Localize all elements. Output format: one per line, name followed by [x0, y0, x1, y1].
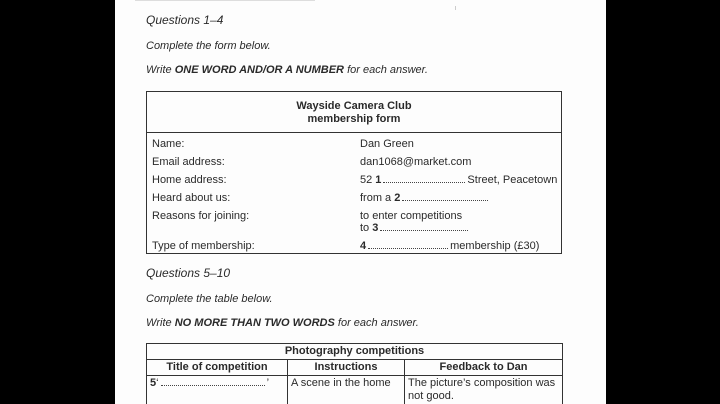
word-limit-prefix: Write	[146, 64, 175, 76]
answer-blank-3[interactable]	[380, 222, 468, 231]
table-row	[147, 376, 563, 404]
col-header-feedback: Feedback to Dan	[405, 360, 563, 376]
col-header-title: Title of competition	[147, 360, 288, 376]
reasons-value-line2	[360, 222, 470, 234]
worksheet-page	[115, 0, 606, 404]
answer-blank-5[interactable]	[161, 377, 265, 386]
table-caption-row	[147, 344, 563, 360]
email-value: dan1068@market.com	[360, 156, 472, 168]
home-address-label: Home address:	[152, 174, 227, 186]
word-limit-prefix: Write	[146, 317, 175, 329]
question-number-2: 2	[394, 192, 401, 204]
question-number-5: 5	[150, 377, 157, 389]
form-divider	[147, 132, 561, 133]
table-header-row	[147, 360, 563, 376]
name-value: Dan Green	[360, 138, 414, 150]
membership-type-value	[360, 240, 539, 252]
part2-instruction: Complete the table below.	[146, 293, 273, 305]
scan-mark	[455, 6, 456, 10]
address-street: Street, Peacetown	[467, 174, 558, 186]
answer-blank-1[interactable]	[383, 174, 465, 183]
word-limit-suffix: for each answer.	[344, 64, 428, 76]
reasons-prefix: to	[360, 222, 373, 234]
heard-about-label: Heard about us:	[152, 192, 231, 204]
membership-fee: membership (£30)	[450, 240, 540, 252]
heard-prefix: from a	[360, 192, 395, 204]
form-title-subtitle: membership form	[307, 113, 401, 125]
word-limit-emphasis: ONE WORD AND/OR A NUMBER	[174, 64, 345, 76]
feedback-cell: The picture’s composition was not good.	[405, 376, 563, 404]
questions-5-10-heading: Questions 5–10	[146, 266, 231, 280]
col-header-instructions: Instructions	[288, 360, 405, 376]
answer-blank-2[interactable]	[402, 192, 488, 201]
part2-word-limit	[146, 317, 419, 329]
membership-form	[146, 91, 562, 254]
home-address-value	[360, 174, 557, 186]
answer-blank-4[interactable]	[368, 240, 448, 249]
table-caption: Photography competitions	[147, 344, 563, 360]
question-number-3: 3	[372, 222, 379, 234]
competition-title-cell	[147, 376, 288, 404]
open-quote: ‘	[156, 377, 159, 389]
word-limit-suffix: for each answer.	[334, 317, 419, 329]
part1-instruction: Complete the form below.	[146, 40, 271, 52]
form-title-club: Wayside Camera Club	[296, 100, 412, 112]
cropped-text-fragment	[135, 0, 315, 1]
question-number-4: 4	[360, 240, 367, 252]
part1-word-limit	[146, 64, 428, 76]
membership-type-label: Type of membership:	[152, 240, 255, 252]
email-label: Email address:	[152, 156, 225, 168]
heard-about-value	[360, 192, 490, 204]
address-number: 52	[360, 174, 376, 186]
form-title	[147, 100, 561, 126]
word-limit-emphasis: NO MORE THAN TWO WORDS	[174, 317, 335, 329]
question-number-1: 1	[375, 174, 382, 186]
name-label: Name:	[152, 138, 185, 150]
questions-1-4-heading: Questions 1–4	[146, 13, 224, 27]
reasons-label: Reasons for joining:	[152, 210, 250, 222]
close-quote: ’	[266, 377, 270, 389]
reasons-value-line1: to enter competitions	[360, 210, 463, 222]
competitions-table	[146, 343, 563, 404]
instructions-cell: A scene in the home	[288, 376, 405, 404]
